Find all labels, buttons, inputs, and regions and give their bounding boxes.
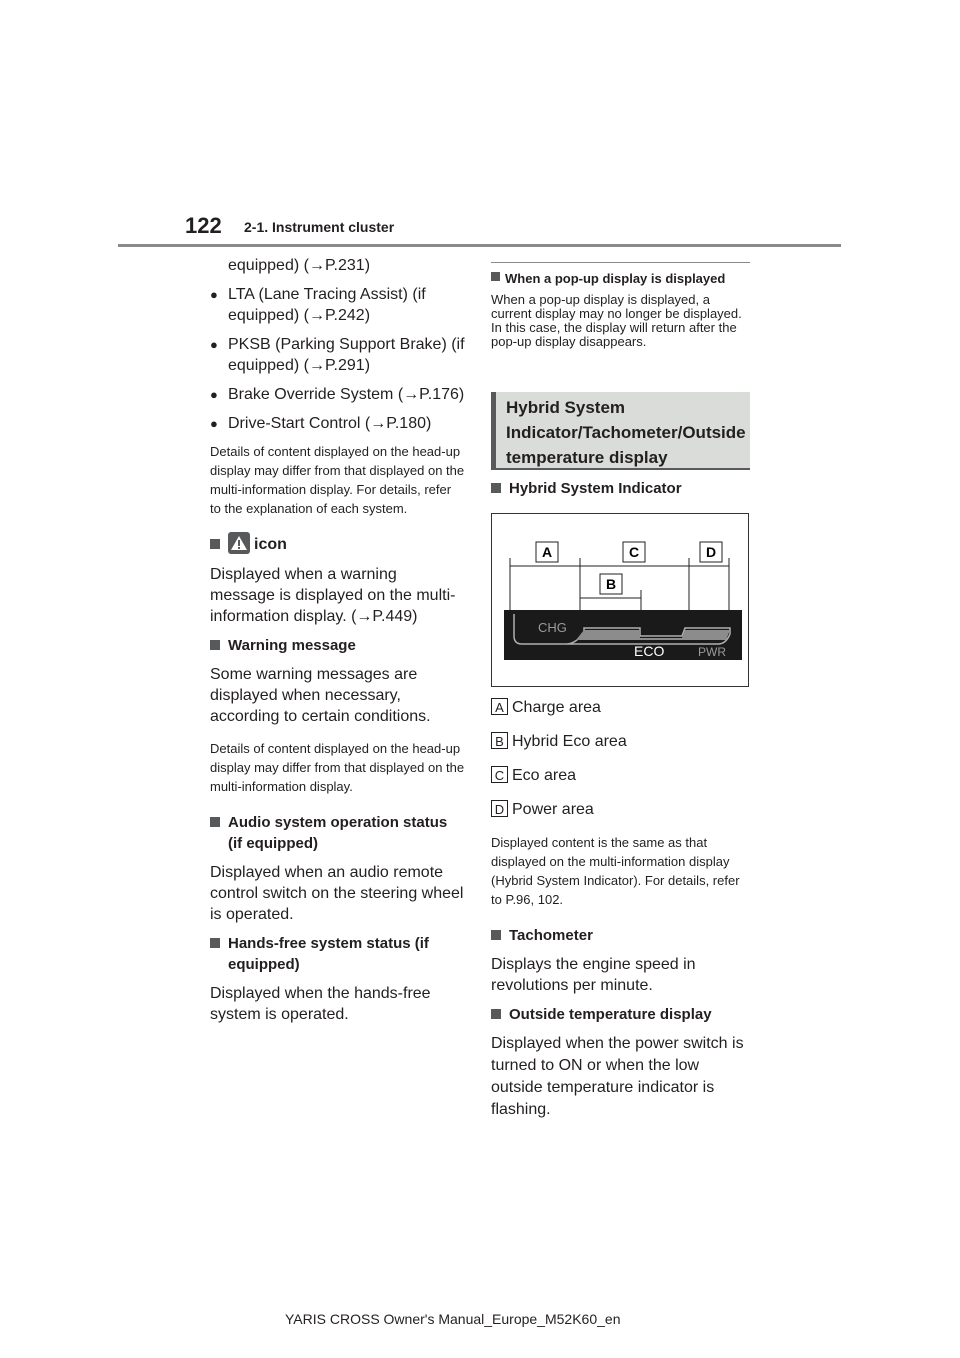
left-column (210, 255, 465, 1033)
icon-heading (210, 534, 465, 556)
eco-label: ECO (634, 643, 665, 659)
bullet-lta: ● LTA (Lane Tracing Assist) (if equipped) (→P.242) (210, 284, 465, 326)
callout-c: C (628, 544, 640, 560)
heading-square-icon (210, 640, 220, 650)
pwr-label: PWR (698, 645, 726, 659)
header-rule (118, 244, 841, 247)
legend (491, 697, 751, 1129)
temp-heading-label: Outside temperature display (509, 1006, 712, 1023)
hybrid-indicator-svg (492, 514, 748, 686)
popup-rule (491, 262, 750, 263)
note-hud-1: Details of content displayed on the head-up display may differ from that displayed on the multi-information display. For details, refer to the explanation of each system. (210, 444, 465, 516)
warning-heading-label: Warning message (228, 637, 356, 654)
legend-item (491, 697, 751, 718)
legend-item (491, 731, 751, 752)
tach-heading (491, 925, 751, 946)
legend-text: Charge area (512, 699, 601, 716)
audio-heading-label: Audio system operation status (if equipped) (228, 814, 448, 852)
heading-square-icon (491, 483, 501, 493)
temp-text: Displayed when the power switch is turned to ON or when the low outside temperature indicator is flashing. (491, 1035, 744, 1118)
heading-square-icon (491, 272, 500, 281)
popup-heading (491, 268, 751, 289)
section-title-box: Hybrid System Indicator/Tachometer/Outside temperature display (491, 392, 750, 470)
hybrid-indicator-diagram (491, 513, 749, 687)
hsi-heading (491, 478, 751, 499)
note-hud-2: Details of content displayed on the head-up display may differ from that displayed on the multi-information display. (210, 741, 465, 794)
heading-square-icon (210, 817, 220, 827)
audio-text: Displayed when an audio remote control switch on the steering wheel is operated. (210, 864, 464, 923)
popup-section (491, 268, 751, 349)
heading-square-icon (210, 938, 220, 948)
bullet-brake-override: ● Brake Override System (→P.176) (210, 384, 465, 405)
heading-square-icon (210, 539, 220, 549)
legend-item (491, 765, 751, 786)
temp-heading (491, 1004, 751, 1025)
legend-key: B (491, 732, 508, 749)
legend-key: A (491, 698, 508, 715)
legend-text: Hybrid Eco area (512, 733, 627, 750)
handsfree-text: Displayed when the hands-free system is operated. (210, 985, 431, 1023)
legend-text: Eco area (512, 767, 577, 784)
continued-text: equipped) (→P.231) (228, 257, 371, 274)
audio-heading (210, 812, 465, 854)
icon-text: Displayed when a warning message is displayed on the multi-information display. (→P.449) (210, 566, 456, 625)
handsfree-heading (210, 933, 465, 975)
hsi-heading-label: Hybrid System Indicator (509, 480, 682, 497)
popup-heading-label: When a pop-up display is displayed (505, 271, 726, 286)
callout-b: B (605, 576, 617, 592)
tach-text: Displays the engine speed in revolutions per minute. (491, 956, 696, 994)
warning-text: Some warning messages are displayed when necessary, according to certain conditions. (210, 666, 431, 725)
warning-message-heading (210, 635, 465, 656)
bullet-drive-start: ● Drive-Start Control (→P.180) (210, 413, 465, 434)
popup-text: When a pop-up display is displayed, a current display may no longer be displayed. In this case, the display will return after the pop-up display disappears. (491, 292, 742, 349)
bullet-pksb: ● PKSB (Parking Support Brake) (if equipped) (→P.291) (210, 334, 465, 376)
handsfree-heading-label: Hands-free system status (if equipped) (228, 935, 429, 973)
callout-d: D (705, 544, 717, 560)
icon-heading-label: icon (254, 536, 287, 554)
footer: YARIS CROSS Owner's Manual_Europe_M52K60_en (285, 1311, 621, 1327)
heading-square-icon (491, 1009, 501, 1019)
chg-label: CHG (538, 620, 567, 635)
legend-key: D (491, 800, 508, 817)
legend-item (491, 799, 751, 820)
heading-square-icon (491, 930, 501, 940)
section-title: 2-1. Instrument cluster (244, 219, 395, 235)
hsi-note: Displayed content is the same as that displayed on the multi-information display (Hybrid System Indicator). For details, refer to P.96, 102. (491, 835, 740, 907)
page-number: 122 (185, 213, 222, 238)
tach-heading-label: Tachometer (509, 927, 593, 944)
legend-text: Power area (512, 801, 594, 818)
warning-triangle-icon (228, 532, 250, 554)
legend-key: C (491, 766, 508, 783)
hsi-heading-wrap (491, 478, 751, 507)
callout-a: A (541, 544, 553, 560)
